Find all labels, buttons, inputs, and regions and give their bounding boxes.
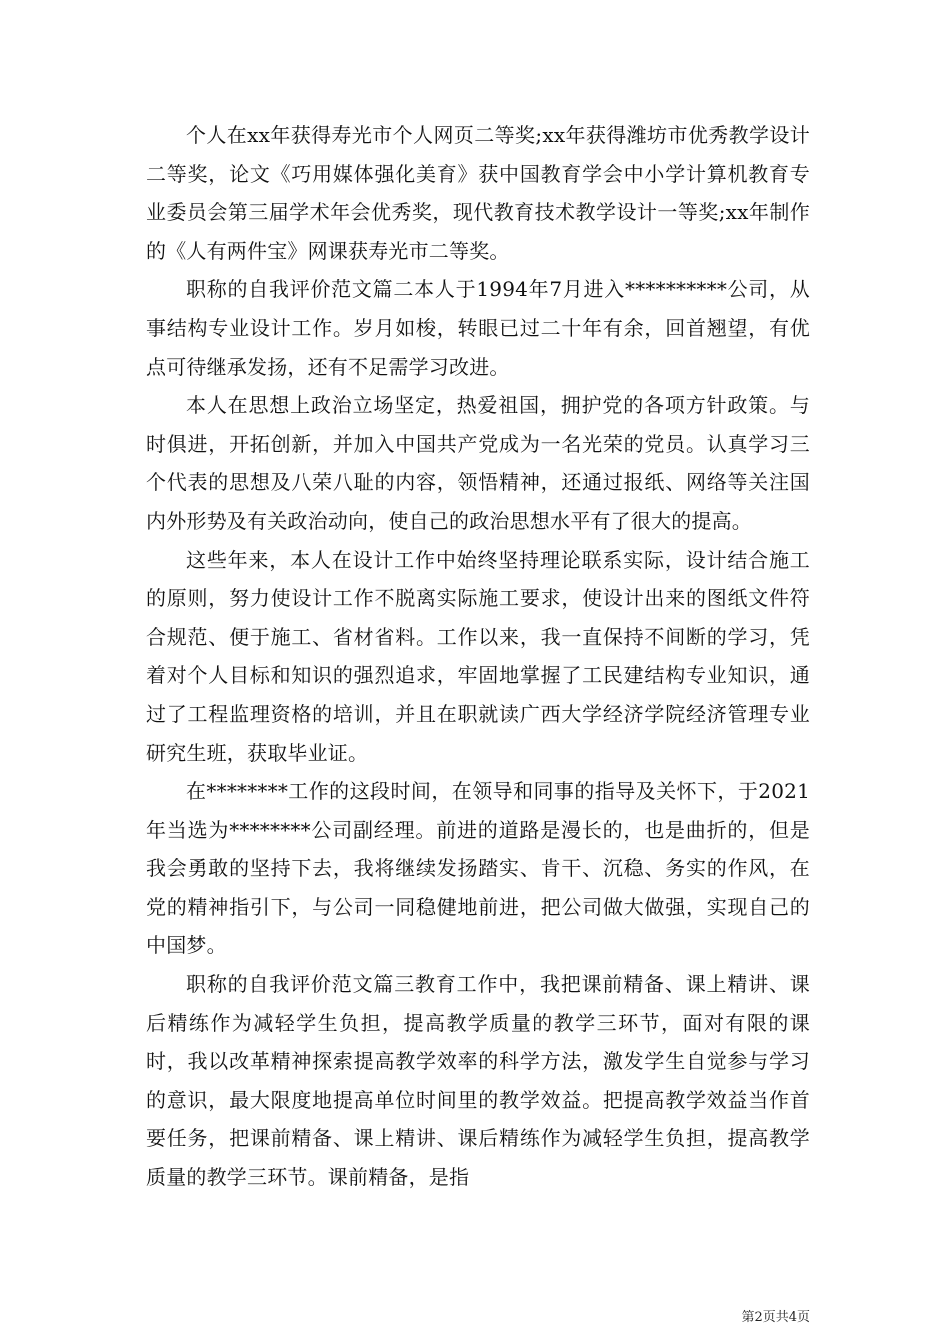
paragraph-design-work: 这些年来，本人在设计工作中始终坚持理论联系实际，设计结合施工的原则，努力使设计工作不脱离实际施工要求，使设计出来的图纸文件符合规范、便于施工、省材省料。工作以来，我一直保持不间断的学习，凭着对个人目标和知识的强烈追求，牢固地掌握了工民建结构专业知识，通过了工程监理资格的培训，并且在职就读广西大学经济学院经济管理专业研究生班，获取毕业证。 (146, 547, 810, 765)
paragraph-political-stance: 本人在思想上政治立场坚定，热爱祖国，拥护党的各项方针政策。与时俱进，开拓创新，并加入中国共产党成为一名光荣的党员。认真学习三个代表的思想及八荣八耻的内容，领悟精神，还通过报纸、网络等关注国内外形势及有关政治动向，使自己的政治思想水平有了很大的提高。 (146, 393, 810, 533)
document-body (146, 116, 810, 1197)
paragraph-promotion: 在********工作的这段时间，在领导和同事的指导及关怀下，于2021年当选为********公司副经理。前进的道路是漫长的，也是曲折的，但是我会勇敢的坚持下去，我将继续发扬踏实、肯干、沉稳、务实的作风，在党的精神指引下，与公司一同稳健地前进，把公司做大做强，实现自己的中国梦。 (146, 779, 810, 958)
page-number: 第2页共4页 (741, 1310, 810, 1325)
paragraph-evaluation-two-intro: 职称的自我评价范文篇二本人于1994年7月进入**********公司，从事结构专业设计工作。岁月如梭，转眼已过二十年有余，回首翘望，有优点可待继承发扬，还有不足需学习改进。 (146, 277, 810, 379)
paragraph-awards: 个人在xx年获得寿光市个人网页二等奖;xx年获得潍坊市优秀教学设计二等奖，论文《巧用媒体强化美育》获中国教育学会中小学计算机教育专业委员会第三届学术年会优秀奖，现代教育技术教学设计一等奖;xx年制作的《人有两件宝》网课获寿光市二等奖。 (146, 123, 810, 263)
paragraph-evaluation-three: 职称的自我评价范文篇三教育工作中，我把课前精备、课上精讲、课后精练作为减轻学生负担，提高教学质量的教学三环节，面对有限的课时，我以改革精神探索提高教学效率的科学方法，激发学生自觉参与学习的意识，最大限度地提高单位时间里的教学效益。把提高教学效益当作首要任务，把课前精备、课上精讲、课后精练作为减轻学生负担，提高教学质量的教学三环节。课前精备，是指 (146, 972, 810, 1190)
